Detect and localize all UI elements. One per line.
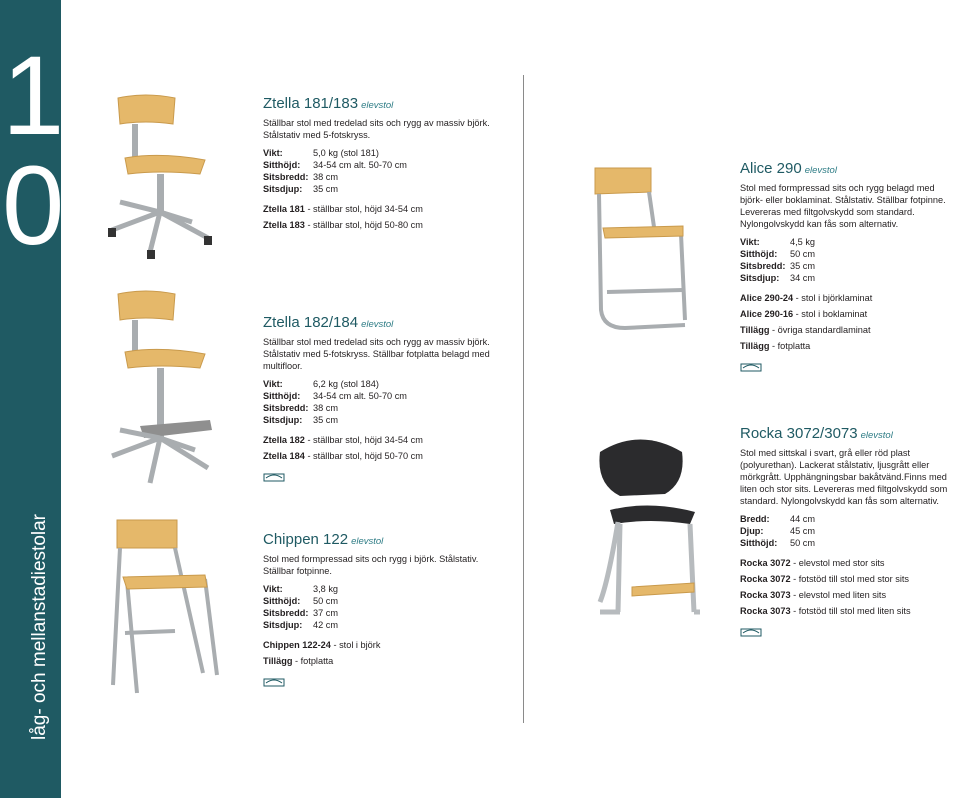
product-subtitle: elevstol bbox=[351, 536, 384, 547]
spec-list bbox=[263, 378, 498, 426]
spec-row: Sitsdjup: 35 cm bbox=[263, 415, 339, 425]
spec-row: Sitthöjd: 50 cm bbox=[740, 538, 816, 548]
spec-row: Djup: 45 cm bbox=[740, 526, 816, 536]
variant-line: Tillägg - fotplatta bbox=[263, 656, 334, 666]
variant-line: Ztella 181 - ställbar stol, höjd 34-54 cm bbox=[263, 204, 423, 214]
brand-logo-icon bbox=[263, 470, 285, 485]
spec-row: Sitsbredd: 38 cm bbox=[263, 172, 339, 182]
variant-line: Rocka 3072 - elevstol med stor sits bbox=[740, 558, 885, 568]
spec-row: Sitthöjd: 50 cm bbox=[263, 596, 339, 606]
ztella-182-chair-image bbox=[100, 288, 220, 488]
product-description: Stol med sittskal i svart, grå eller röd plast (polyurethan). Lackerat stålstativ, ljusgrått eller mörkgrått. Upphängningsbar bakåtvänd.Finns med liten och stor sits. Levereras med filtgolvskydd som standard. Nylongolvskydd kan fås som alternativ. bbox=[740, 448, 948, 506]
variant-line: Tillägg - fotplatta bbox=[740, 341, 811, 351]
brand-logo-icon bbox=[263, 675, 285, 690]
spec-row: Vikt: 5,0 kg (stol 181) bbox=[263, 148, 379, 158]
product-subtitle: elevstol bbox=[804, 165, 837, 176]
spec-row: Sitsdjup: 35 cm bbox=[263, 184, 339, 194]
spec-row: Bredd: 44 cm bbox=[740, 514, 816, 524]
spec-row: Sitthöjd: 34-54 cm alt. 50-70 cm bbox=[263, 160, 407, 170]
product-subtitle: elevstol bbox=[361, 100, 394, 111]
spec-row: Sitsdjup: 34 cm bbox=[740, 273, 816, 283]
product-description: Stol med formpressad sits och rygg belagd med björk- eller boklaminat. Stålstativ. Ställbar fotpinne. Levereras med filtgolvskydd som standard. Nylongolvskydd kan fås som alternativ. bbox=[740, 183, 946, 229]
product-title: Rocka 3072/3073 elevstol bbox=[740, 425, 893, 442]
variant-line: Chippen 122-24 - stol i björk bbox=[263, 640, 381, 650]
product-title: Alice 290 elevstol bbox=[740, 160, 837, 177]
product-alice-290 bbox=[740, 160, 955, 378]
product-title: Chippen 122 elevstol bbox=[263, 531, 384, 548]
chippen-122-chair-image bbox=[105, 515, 225, 695]
rocka-3072-chair-image bbox=[590, 432, 705, 627]
spec-row: Sitsbredd: 35 cm bbox=[740, 261, 816, 271]
product-subtitle: elevstol bbox=[860, 430, 893, 441]
spec-row: Vikt: 3,8 kg bbox=[263, 584, 339, 594]
variant-line: Ztella 184 - ställbar stol, höjd 50-70 cm bbox=[263, 451, 423, 461]
brand-logo-icon bbox=[740, 360, 762, 375]
spec-row: Sitsbredd: 38 cm bbox=[263, 403, 339, 413]
product-title: Ztella 181/183 elevstol bbox=[263, 95, 394, 112]
product-chippen-122 bbox=[263, 531, 498, 693]
brand-logo-icon bbox=[740, 625, 762, 640]
spec-row: Sitsdjup: 42 cm bbox=[263, 620, 339, 630]
alice-290-chair-image bbox=[585, 160, 700, 335]
variant-line: Tillägg - övriga standardlaminat bbox=[740, 325, 871, 335]
spec-row: Vikt: 4,5 kg bbox=[740, 237, 816, 247]
spec-list bbox=[740, 236, 955, 284]
variant-line: Ztella 182 - ställbar stol, höjd 34-54 cm bbox=[263, 435, 423, 445]
ztella-181-chair-image bbox=[100, 90, 220, 260]
spec-row: Sitthöjd: 34-54 cm alt. 50-70 cm bbox=[263, 391, 407, 401]
product-ztella-181 bbox=[263, 95, 498, 235]
variant-line: Ztella 183 - ställbar stol, höjd 50-80 cm bbox=[263, 220, 423, 230]
variant-line: Alice 290-16 - stol i boklaminat bbox=[740, 309, 868, 319]
variant-line: Rocka 3073 - fotstöd till stol med liten sits bbox=[740, 606, 911, 616]
variant-line: Alice 290-24 - stol i björklaminat bbox=[740, 293, 873, 303]
variant-line: Rocka 3073 - elevstol med liten sits bbox=[740, 590, 887, 600]
section-title: låg- och mellanstadiestolar bbox=[29, 513, 50, 740]
product-rocka-3072 bbox=[740, 425, 958, 643]
page-number-digit: 0 bbox=[2, 143, 65, 268]
spec-row: Vikt: 6,2 kg (stol 184) bbox=[263, 379, 379, 389]
product-description: Ställbar stol med tredelad sits och rygg av massiv björk. Stålstativ med 5-fotskryss. Ställbar fotplatta belagd med multifloor. bbox=[263, 337, 490, 371]
sidebar bbox=[0, 0, 65, 798]
spec-row: Sitsbredd: 37 cm bbox=[263, 608, 339, 618]
column-divider bbox=[523, 75, 524, 723]
product-title: Ztella 182/184 elevstol bbox=[263, 314, 394, 331]
spec-list bbox=[263, 147, 498, 195]
product-subtitle: elevstol bbox=[361, 319, 394, 330]
spec-list bbox=[263, 583, 498, 631]
product-ztella-182 bbox=[263, 314, 498, 488]
page-number-digit: 1 bbox=[2, 33, 65, 158]
product-description: Stol med formpressad sits och rygg i björk. Stålstativ. Ställbar fotpinne. bbox=[263, 554, 479, 576]
spec-row: Sitthöjd: 50 cm bbox=[740, 249, 816, 259]
product-description: Ställbar stol med tredelad sits och rygg av massiv björk. Stålstativ med 5-fotskryss. bbox=[263, 118, 490, 140]
spec-list bbox=[740, 513, 958, 549]
variant-line: Rocka 3072 - fotstöd till stol med stor sits bbox=[740, 574, 910, 584]
